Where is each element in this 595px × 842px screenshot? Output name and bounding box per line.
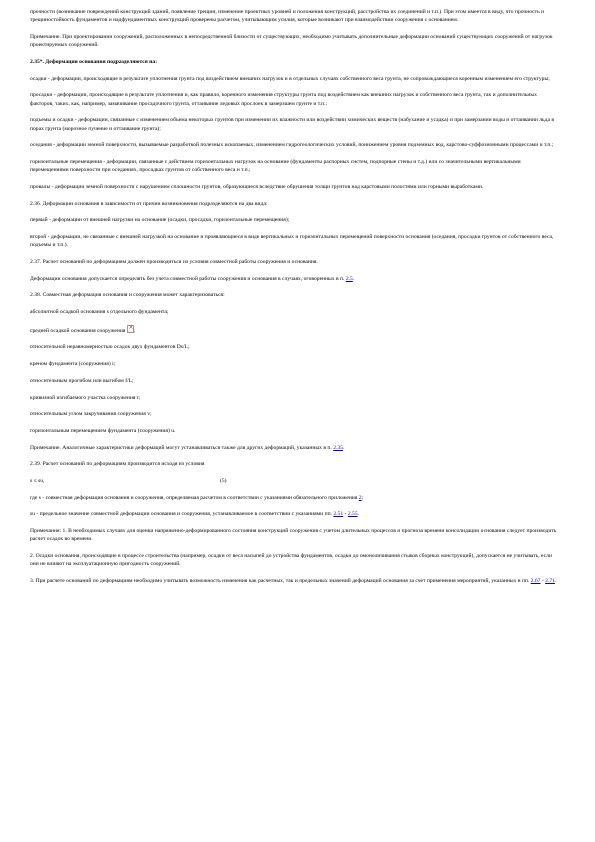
formula-5 — [30, 477, 559, 485]
note-1-consolidation: Примечания: 1. В необходимых случаях для оценки напряженно-деформированного состояния конструкций сооружения с учетом длительных процессов и прогноза времени консолидации основания следует производить расчет осадок во времени. — [30, 528, 557, 543]
link-clause-2-35[interactable]: 2.35 — [333, 444, 343, 451]
list-item-relative-unevenness: относительной неравномерностью осадок двух фундаментов Ds/L; — [30, 344, 190, 351]
paragraph-strength-continued: прочности (возникание повреждений конструкций зданий, появление трещин, изменение проектных уровней и положения конструкций, расстройства их соединений и т.п.). При этом имеется в виду, что прочность и трещиностойкость фундаментов и надфундаментных конструкций проверены расчетом, учитывающим усилия, которые возникают при взаимодействии сооружения с основанием. — [30, 9, 545, 24]
deformation-type-second: второй - деформации, не связанные с внешней нагрузкой на основание и проявляющиеся в виде вертикальных и горизонтальных перемещений поверхности основания (оседания, просадки грунтов от собственного веса, подъемы и т.п.). — [30, 234, 554, 249]
list-item-tilt: креном фундамента (сооружения) i; — [30, 361, 116, 368]
section-heading-2-39: 2.39. Расчет оснований по деформациям производится исходя из условия — [30, 461, 205, 468]
list-item-horizontal-displacement: горизонтальным перемещением фундамента (сооружения) u. — [30, 427, 176, 434]
definition-collapse: просадки - деформации, происходящие в результате уплотнения и, как правило, коренного изменения структуры грунта под воздействием как внешних нагрузок и собственного веса грунта, так и дополнительных факторов, таких, как, например, замачивание просадочного грунта, оттаивание ледовых прослоек в замерзшем грунте и т.п.; — [30, 92, 537, 107]
definition-subsidence: оседания - деформации земной поверхности, вызываемые разработкой полезных ископаемых, изменением гидрогеологических условий, понижением уровня подземных вод, карстово-суффозионными процессами и т.п.; — [30, 142, 554, 149]
broken-image-icon — [127, 325, 134, 333]
link-clause-2-55[interactable]: 2.55 — [347, 511, 358, 518]
note-other-deformations: Примечание. Аналогичные характеристики деформаций могут устанавливаться также для других деформаций, указанных в п. 2.35. — [30, 444, 345, 451]
paragraph-joint-work: Деформации основания допускается определять без учета совместной работы сооружения и основания в случаях, оговоренных в п. 2.5. — [30, 275, 355, 282]
note-nearby-structures: Примечание. При проектировании сооружений, расположенных в непосредственной близости от существующих, необходимо учитывать дополнительные деформации оснований существующих сооружений от нагрузок проектируемых сооружений. — [30, 33, 553, 49]
section-heading-2-38: 2.38. Совместная деформация основания и сооружения может характеризоваться: — [30, 292, 225, 299]
deformation-type-first: первый - деформации от внешней нагрузки на основание (осадки, просадки, горизонтальные перемещения); — [30, 217, 290, 224]
list-item-absolute-settlement: абсолютной осадкой основания s отдельного фундамента; — [30, 309, 169, 316]
definition-sinkholes: провалы - деформации земной поверхности с нарушением сплошности грунтов, образующиеся вследствие обрушения толщи грунтов над карстовыми полостями или горными выработками. — [30, 183, 484, 190]
note-3-measures: 3. При расчете оснований по деформациям необходимо учитывать возможность изменения как расчетных, так и предельных значений деформаций основания за счет применения мероприятий, указанных в пп. 2.67 - 2.71. — [30, 578, 557, 584]
formula-definition-su: su - предельное значение совместной деформации основания и сооружения, устанавливаемое в соответствии с указаниями пп. 2.51 - 2.55. — [30, 511, 360, 518]
link-clause-2-5[interactable]: 2.5 — [345, 275, 353, 282]
section-heading-2-36: 2.36. Деформации основания в зависимости от причин возникновения подразделяются на два вида: — [30, 200, 268, 207]
link-clause-2-51[interactable]: 2.51 — [333, 511, 344, 518]
section-heading-2-37: 2.37. Расчет оснований по деформациям должен производиться из условия совместной работы сооружения и основания. — [30, 259, 318, 266]
note-2-construction-settlement: 2. Осадки основания, происходящие в процессе строительства (например, осадки от веса насыпей до устройства фундаментов, осадки до омоноличивания стыков сборных конструкций), допускается не учитывать, если они не влияют на эксплуатационную пригодность сооружений. — [30, 553, 552, 568]
formula-definition-s: где s - совместная деформация основания и сооружения, определяемая расчетом в соответствии с указаниями обязательного приложения 2; — [30, 494, 364, 501]
formula-number: (5) — [220, 477, 227, 484]
list-item-deflection: относительным прогибом или выгибом f/L; — [30, 377, 134, 384]
link-clause-2-71[interactable]: 2.71 — [545, 578, 555, 584]
formula-expression: s ≤ su, — [30, 477, 45, 484]
definition-horizontal-displacement: горизонтальные перемещения - деформации, связанные с действием горизонтальных нагрузок на основание (фундаменты распорных систем, подпорные стены и т.д.) или со значительными вертикальными перемещениями поверхности при оседаниях, просадках грунтов от собственного веса и т.п.; — [30, 159, 521, 174]
list-item-twist-angle: относительным углом закручивания сооружения v; — [30, 411, 152, 418]
list-item-average-settlement: средней осадкой основания сооружения ×; — [30, 325, 559, 335]
link-appendix-2[interactable]: 2 — [358, 494, 362, 501]
list-item-curvature: кривизной изгибаемого участка сооружения r; — [30, 394, 141, 401]
definition-settlement: осадки - деформации, происходящие в результате уплотнения грунта под воздействием внешних нагрузок и в отдельных случаях собственного веса грунта, не сопровождающиеся коренным изменением его структуры; — [30, 75, 550, 82]
section-heading-2-35: 2.35*. Деформации основания подразделяются на: — [30, 58, 158, 65]
link-clause-2-67[interactable]: 2.67 — [530, 578, 541, 584]
definition-heave: подъемы и осадки - деформации, связанные с изменением объема некоторых грунтов при изменении их влажности или воздействии химических веществ (набухание и усадка) и при замерзании воды и оттаивании льда в порах грунта (морозное пучение и оттаивание грунта); — [30, 117, 554, 132]
